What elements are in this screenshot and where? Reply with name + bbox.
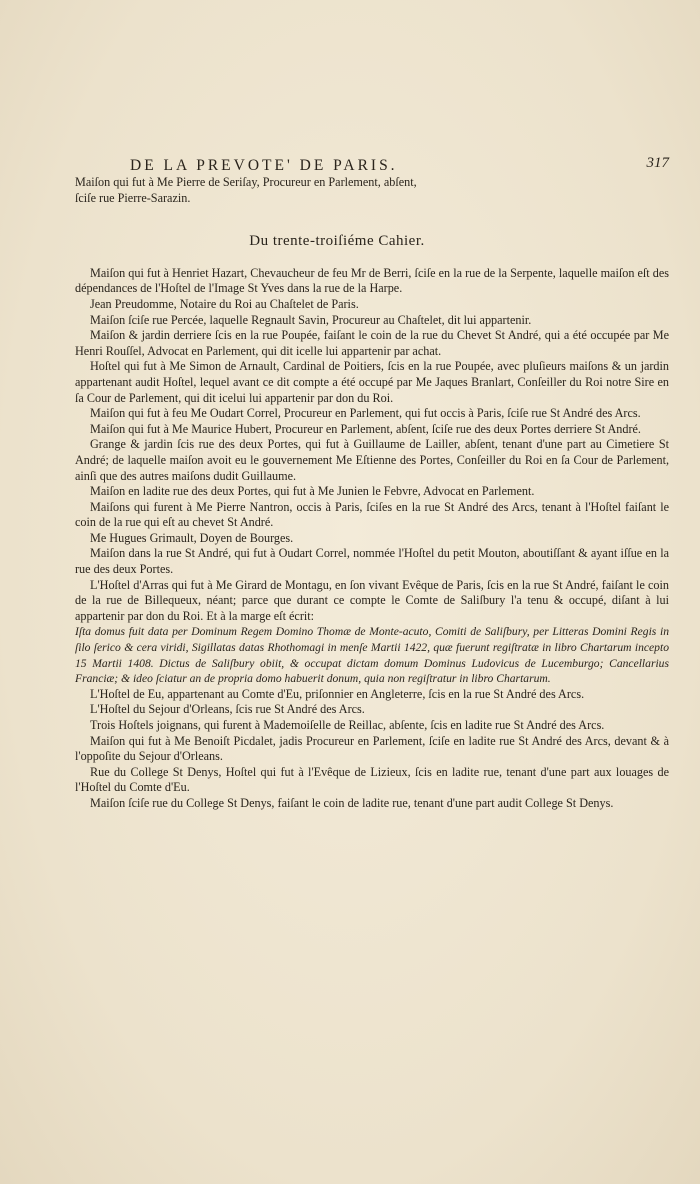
- paragraph: L'Hoſtel de Eu, appartenant au Comte d'Eu, priſonnier en Angleterre, ſcis en la rue St André des Arcs.: [90, 686, 585, 701]
- opening-line-1: Maiſon qui fut à Me Pierre de Seriſay, Procureur en Parlement, abſent,: [75, 175, 417, 189]
- opening-line-2: ſciſe rue Pierre-Sarazin.: [75, 190, 191, 205]
- paragraph: Maiſon ſciſe rue Percée, laquelle Regnault Savin, Procureur au Chaſtelet, dit lui appartenir.: [90, 312, 532, 327]
- latin-margin-note: Iſta domus fuit data per Dominum Regem Domino Thomæ de Monte-acuto, Comiti de Saliſbury, per Litteras Domini Regis in ſilo ſerico & cera viridi, Sigillatas datas Rhothomagi in menſe Martii 1422, quæ fuerunt regiſtratæ in libro Chartarum incepto 15 Martii 1408. Dictus de Saliſbury obiit, & occupat dictam domum Dominus Ludovicus de Lucemburgo; Cancellarius Franciæ; & ideo ſciatur an de propria domo habuerit donum, quia non regiſtratur in libro Chartarum.: [75, 625, 669, 686]
- paragraph: Maiſon qui fut à Me Benoiſt Picdalet, jadis Procureur en Parlement, ſciſe en ladite rue St André des Arcs, devant & à l'oppoſite du Sejour d'Orleans.: [75, 733, 669, 764]
- paragraph: Jean Preudomme, Notaire du Roi au Chaſtelet de Paris.: [90, 296, 359, 311]
- body-text: [75, 175, 669, 812]
- paragraph: Me Hugues Grimault, Doyen de Bourges.: [90, 530, 294, 545]
- page-number: 317: [646, 155, 669, 171]
- paragraph: Grange & jardin ſcis rue des deux Portes, qui fut à Guillaume de Lailler, abſent, tenant d'une part au Cimetiere St André; de laquelle maiſon avoit eu le gouvernement Me Eſtienne des Portes, Conſeiller du Roi en ſa Cour de Parlement, ainſi que des autres maiſons dudit Guillaume.: [75, 437, 669, 483]
- paragraph: L'Hoſtel d'Arras qui fut à Me Girard de Montagu, en ſon vivant Evêque de Paris, ſcis en la rue St André, faiſant le coin de la rue de Billequeux, néant; parce que durant ce compte le Comte de Saliſbury l'a tenu & occupé, diſant à lui appartenir par don du Roi. Et à la marge eſt écrit:: [75, 577, 669, 623]
- paragraph: Maiſon & jardin derriere ſcis en la rue Poupée, faiſant le coin de la rue du Chevet St André, qui a été occupée par Me Henri Rouſſel, Advocat en Parlement, qui dit icelle lui appartenir par achat.: [75, 328, 669, 358]
- paragraph: L'Hoſtel du Sejour d'Orleans, ſcis rue St André des Arcs.: [90, 702, 365, 717]
- running-title: DE LA PREVOTE' DE PARIS.: [130, 157, 398, 174]
- paragraph: Maiſon ſciſe rue du College St Denys, faiſant le coin de ladite rue, tenant d'une part audit College St Denys.: [90, 795, 614, 810]
- paragraph: Maiſon qui fut à feu Me Oudart Correl, Procureur en Parlement, qui fut occis à Paris, ſciſe rue St André des Arcs.: [90, 406, 641, 421]
- paragraph: Maiſons qui furent à Me Pierre Nantron, occis à Paris, ſciſes en la rue St André des Arcs, tenant à l'Hoſtel faiſant le coin de la rue qui eſt au chevet St André.: [75, 499, 669, 530]
- paragraph: Rue du College St Denys, Hoſtel qui fut à l'Evêque de Lizieux, ſcis en ladite rue, tenant d'une part aux louages de l'Hoſtel du Comte d'Eu.: [75, 764, 669, 795]
- paragraph: Hoſtel qui fut à Me Simon de Arnault, Cardinal de Poitiers, ſcis en la rue Poupée, avec pluſieurs maiſons & un jardin appartenant audit Hoſtel, lequel avant ce dit compte a été occupé par Me Jaques Branlart, Conſeiller du Roi notre Sire en ſa Cour de Parlement, qui dit icelui lui appartenir par don du Roi.: [75, 359, 669, 405]
- paragraph: Maiſon dans la rue St André, qui fut à Oudart Correl, nommée l'Hoſtel du petit Mouton, aboutiſſant & ayant iſſue en la rue des deux Portes.: [75, 546, 669, 577]
- paragraph: Maiſon en ladite rue des deux Portes, qui fut à Me Junien le Febvre, Advocat en Parlement.: [90, 484, 535, 499]
- section-title: Du trente-troiſiéme Cahier.: [249, 233, 425, 250]
- paragraph: Maiſon qui fut à Henriet Hazart, Chevaucheur de feu Mr de Berri, ſciſe en la rue de la Serpente, laquelle maiſon eſt des dépendances de l'Hoſtel de l'Image St Yves dans la rue de la Harpe.: [75, 265, 669, 296]
- paragraph: Trois Hoſtels joignans, qui furent à Mademoiſelle de Reillac, abſente, ſcis en ladite rue St André des Arcs.: [90, 718, 605, 732]
- paragraph: Maiſon qui fut à Me Maurice Hubert, Procureur en Parlement, abſent, ſciſe rue des deux Portes derriere St André.: [90, 421, 641, 436]
